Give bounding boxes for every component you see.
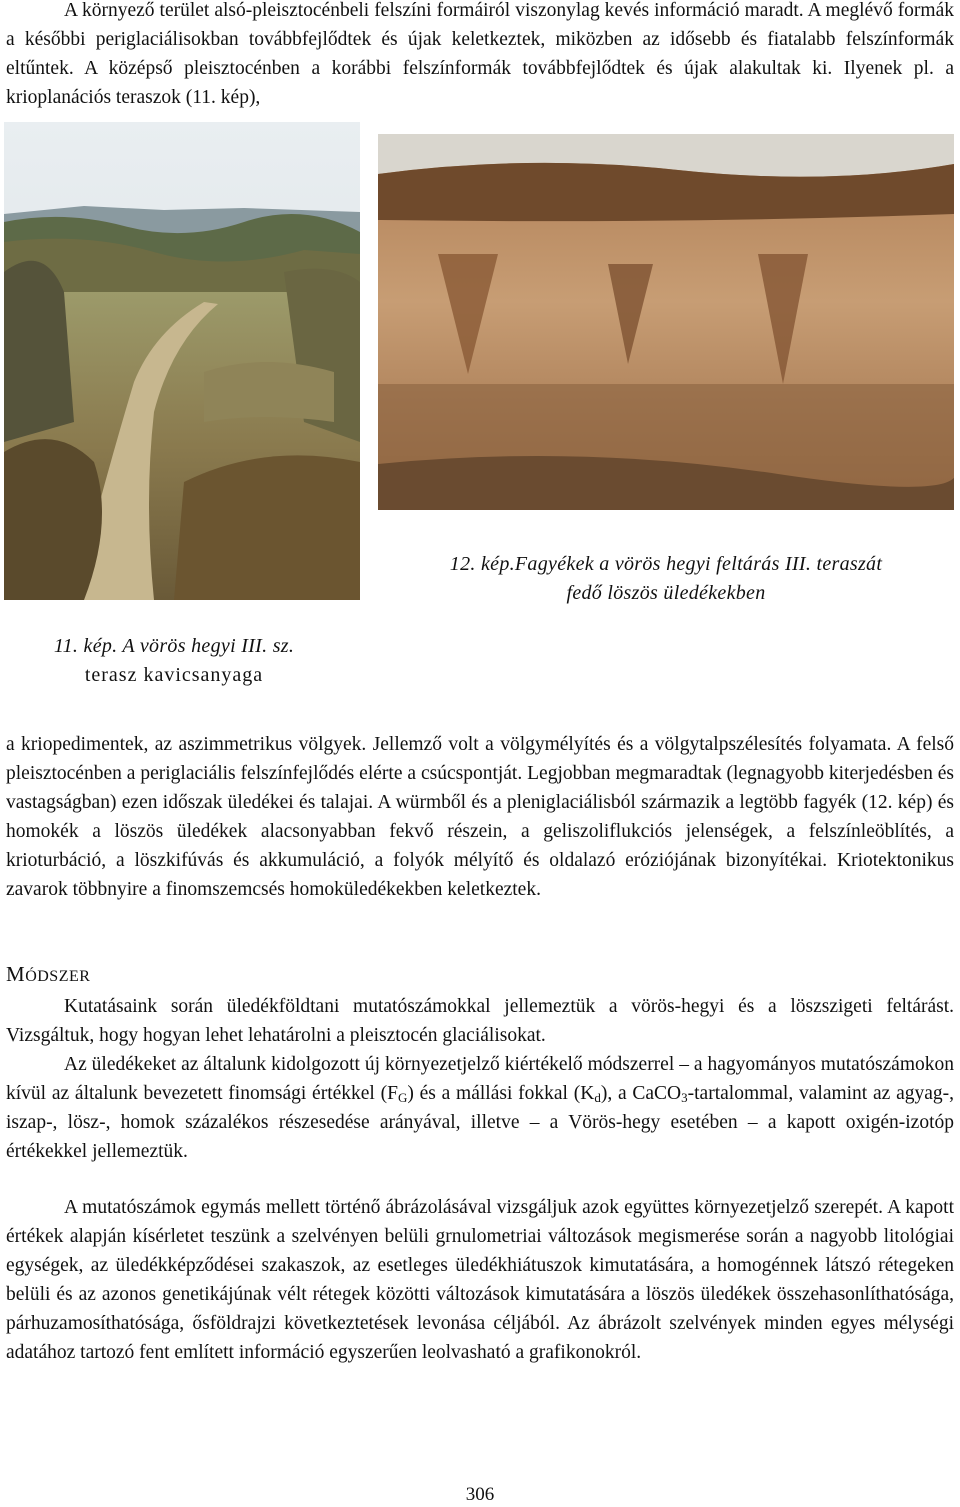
- body-paragraph: [6, 730, 954, 904]
- method-p3-line-8: információ egyszerűen leolvasható a grafikonokról.: [238, 1342, 642, 1363]
- caption-11-line-2: terasz kavicsanyaga: [84, 664, 264, 686]
- method-p3-line-1: A mutatószámok egymás mellett történő ábrázolásával vizsgáljuk azok együttes: [64, 1197, 690, 1218]
- body-line-4: würmből és a pleniglaciálisból származik a legtöbb fagyék (12. kép) és homokék a löszös üledékek: [6, 792, 954, 842]
- intro-line-4: felszínformák továbbfejlődtek és újak alakultak ki. Ilyenek pl. a krioplanációs teraszok (11. kép),: [6, 58, 954, 108]
- method-p3-line-3: grnulometriai változások megismerése során a nagyobb litológiai egységek, az: [6, 1226, 955, 1276]
- intro-line-3: miközben az idősebb és fiatalabb felszínformák eltűntek. A középső pleisztocénben a korábbi: [6, 29, 954, 79]
- method-p2-line-4: részesedése arányával, illetve – a Vörös-hegy esetében – a kapott oxigén-izotóp értékekkel: [6, 1112, 954, 1162]
- intro-line-2: maradt. A meglévő formák a későbbi periglaciálisokban továbbfejlődtek és újak keletkeztek,: [6, 0, 954, 50]
- method-p2-line-1: Az üledékeket az általunk kidolgozott új környezetjelző kiértékelő módszerrel – a: [64, 1054, 703, 1075]
- body-line-2: folyamata. A felső pleisztocénben a periglaciális felszínfejlődés elérte a csúcspontját. Legjobban: [6, 734, 954, 784]
- method-p2-line-5: jellemeztük.: [92, 1141, 188, 1162]
- photo-frost-wedges: [378, 134, 954, 510]
- method-paragraph-2: Az üledékeket az általunk kidolgozott új környezetjelző kiértékelő módszerrel – a hagyományos mutatószámokon kívül az általunk bevezetett finomsági értékkel $(F_G)$ és a mállási fokkal $(K_d)$, a CaCO$_3$-tartalommal, valamint az agyag-, iszap-, lösz-, homok százalékos részesedése arányával, illetve – a Vörös-hegy esetében – a kapott oxigén-izotóp értékekkel jellemeztük.: [6, 1054, 955, 1162]
- body-line-5: alacsonyabban fekvő részein, a geliszoliflukciós jelenségek, a felszínleöblítés, a krioturbáció, a: [6, 821, 954, 871]
- method-p1-line-2: löszszigeti feltárást. Vizsgáltuk, hogy hogyan lehet lehatárolni a pleisztocén glaciálisokat.: [6, 996, 955, 1046]
- photo-terrace-gravel: [4, 122, 360, 600]
- method-paragraph-3: [6, 1193, 954, 1367]
- section-heading-method: MÓDSZER: [6, 962, 91, 986]
- body-line-3: megmaradtak (legnagyobb kiterjedésben és vastagságban) ezen időszak üledékei és talajai. A: [6, 763, 954, 813]
- body-line-1: a kriopedimentek, az aszimmetrikus völgyek. Jellemző volt a völgymélyítés és a völgytalpszélesítés: [6, 734, 803, 755]
- method-paragraph-1: [6, 992, 954, 1050]
- caption-11-line-1: 11. kép. A vörös hegyi III. sz.: [53, 635, 295, 657]
- method-p3-line-6: löszös üledékek összehasonlíthatósága, párhuzamosíthatósága, ősföldrajzi következtetések: [6, 1284, 955, 1334]
- page-number: 306: [465, 1484, 495, 1505]
- body-line-7: zavarok többnyire a finomszemcsés homoküledékekben keletkeztek.: [6, 879, 541, 900]
- caption-12-line-2: fedő löszös üledékekben: [566, 582, 766, 604]
- intro-paragraph: [6, 0, 954, 112]
- method-p3-line-2: környezetjelző szerepét. A kapott értékek alapján kísérletet teszünk a szelvényen belüli: [6, 1197, 954, 1247]
- method-p3-line-5: rétegeken belüli és az azonos genetikájúnak vélt rétegek közötti változások kimutatására a: [6, 1255, 955, 1305]
- body-line-6: löszkifúvás és akkumuláció, a folyók mélyítő és oldalazó eróziójának bizonyítékai. Kriotektonikus: [134, 850, 954, 871]
- caption-figure-11: [4, 632, 344, 690]
- intro-line-1: A környező terület alsó-pleisztocénbeli felszíni formáiról viszonylag kevés információ: [64, 0, 740, 21]
- method-p1-line-1: Kutatásaink során üledékföldtani mutatószámokkal jellemeztük a vörös-hegyi és a: [64, 996, 777, 1017]
- caption-12-line-1: 12. kép.Fagyékek a vörös hegyi feltárás III. teraszát: [449, 553, 883, 575]
- method-p3-line-7: levonása céljából. Az ábrázolt szelvények minden egyes mélységi adatához tartozó fent említett: [6, 1313, 954, 1363]
- caption-figure-12: [378, 550, 954, 608]
- method-p3-line-4: üledékképződései szakaszok, az esetleges üledékhiátuszok kimutatására, a homogénnek látszó: [115, 1255, 871, 1276]
